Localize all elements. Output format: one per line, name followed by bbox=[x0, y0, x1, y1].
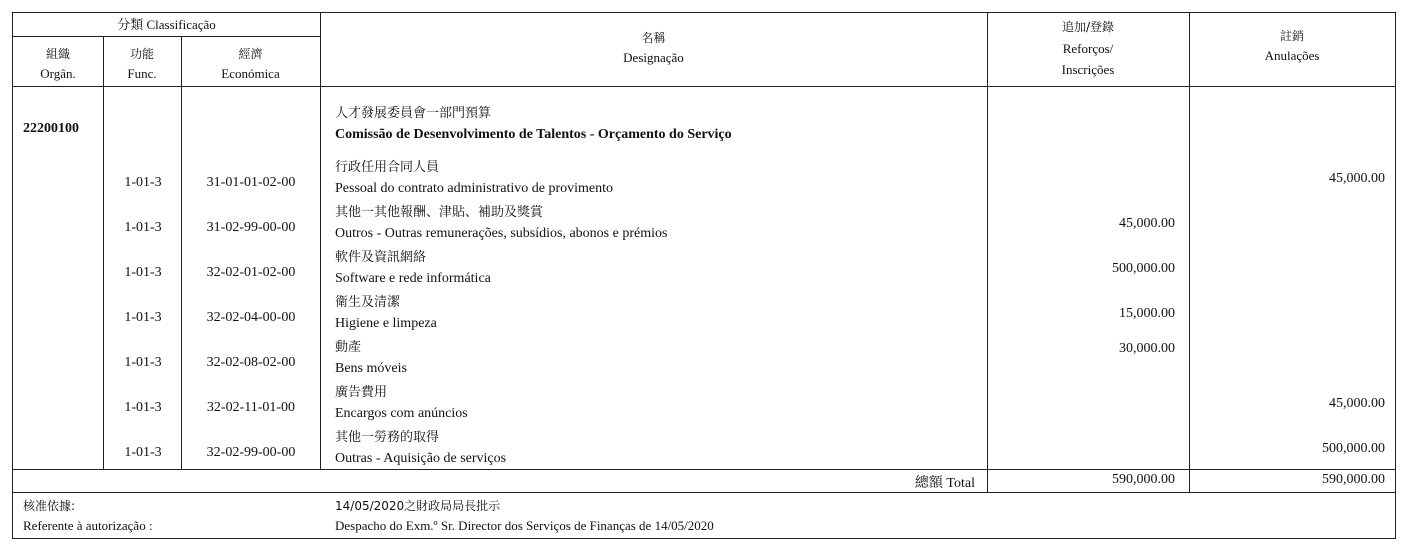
func-header bbox=[103, 45, 181, 83]
designation-zh: 衛生及清潔 bbox=[335, 295, 401, 310]
organ-name-pt: Comissão de Desenvolvimento de Talentos - Orçamento do Serviço bbox=[335, 127, 732, 142]
table-row bbox=[13, 155, 1395, 200]
authorization-value-pt: Despacho do Exm.º Sr. Director dos Serviços de Finanças de 14/05/2020 bbox=[335, 518, 714, 533]
designation-header-zh: 名稱 bbox=[641, 31, 666, 45]
econ-code: 31-02-99-00-00 bbox=[206, 220, 296, 235]
table-row bbox=[13, 425, 1395, 470]
designation bbox=[335, 292, 437, 334]
func-code: 1-01-3 bbox=[124, 265, 162, 280]
organ-name bbox=[335, 103, 732, 145]
designation-zh: 行政任用合同人員 bbox=[335, 160, 440, 175]
table-body bbox=[13, 87, 1395, 470]
designation bbox=[335, 157, 613, 199]
org-header bbox=[13, 45, 103, 83]
econ-header-zh: 經濟 bbox=[238, 47, 263, 61]
designation bbox=[335, 427, 506, 469]
designation bbox=[335, 247, 491, 289]
designation-zh: 其他一勞務的取得 bbox=[335, 430, 440, 445]
table-row bbox=[13, 335, 1395, 380]
authorization-label-pt: Referente à autorização : bbox=[23, 518, 153, 533]
reinforcement-amount: 45,000.00 bbox=[1119, 216, 1175, 231]
reinforcement-amount: 500,000.00 bbox=[1112, 261, 1175, 276]
annulments-header-zh: 註銷 bbox=[1279, 29, 1304, 43]
econ-header-pt: Económica bbox=[221, 66, 280, 81]
table-row bbox=[13, 200, 1395, 245]
table-row bbox=[13, 290, 1395, 335]
authorization-value-zh: 14/05/2020之財政局局長批示 bbox=[335, 499, 501, 513]
annulment-amount: 500,000.00 bbox=[1322, 441, 1385, 456]
econ-header bbox=[181, 45, 320, 83]
designation-pt: Software e rede informática bbox=[335, 271, 491, 286]
designation-zh: 廣告費用 bbox=[335, 385, 388, 400]
authorization-value bbox=[335, 497, 714, 535]
authorization-label bbox=[23, 497, 153, 535]
authorization-footer bbox=[13, 493, 1395, 538]
total-row bbox=[13, 470, 1395, 493]
econ-code: 32-02-08-02-00 bbox=[206, 355, 296, 370]
total-reinforcements: 590,000.00 bbox=[1112, 472, 1175, 487]
annulment-amount: 45,000.00 bbox=[1329, 396, 1385, 411]
func-code: 1-01-3 bbox=[124, 445, 162, 460]
organ-code: 22200100 bbox=[23, 121, 79, 136]
designation bbox=[335, 337, 407, 379]
func-code: 1-01-3 bbox=[124, 220, 162, 235]
reinforcements-header bbox=[987, 17, 1189, 80]
reinforcements-header-pt2: Inscrições bbox=[1061, 62, 1115, 77]
designation-zh: 其他一其他報酬、津貼、補助及獎賞 bbox=[335, 205, 544, 220]
func-code: 1-01-3 bbox=[124, 400, 162, 415]
designation-pt: Outras - Aquisição de serviços bbox=[335, 451, 507, 466]
total-label: 總額 Total bbox=[914, 476, 975, 491]
org-header-zh: 組織 bbox=[45, 47, 70, 61]
designation-pt: Bens móveis bbox=[335, 361, 407, 376]
annulments-header-pt: Anulações bbox=[1264, 48, 1320, 63]
annulments-header bbox=[1189, 27, 1395, 65]
table-row bbox=[13, 380, 1395, 425]
reinforcement-amount: 30,000.00 bbox=[1119, 341, 1175, 356]
reinforcements-header-pt1: Reforços/ bbox=[1062, 41, 1114, 56]
budget-table bbox=[12, 12, 1396, 539]
table-row bbox=[13, 245, 1395, 290]
designation-pt: Pessoal do contrato administrativo de provimento bbox=[335, 181, 614, 196]
annulment-amount: 45,000.00 bbox=[1329, 171, 1385, 186]
designation bbox=[335, 202, 667, 244]
designation-pt: Encargos com anúncios bbox=[335, 406, 468, 421]
func-code: 1-01-3 bbox=[124, 175, 162, 190]
organ-name-zh: 人才發展委員會一部門預算 bbox=[335, 106, 492, 121]
func-header-pt: Func. bbox=[127, 66, 157, 81]
econ-code: 32-02-11-01-00 bbox=[206, 400, 296, 415]
designation-zh: 動產 bbox=[335, 340, 362, 355]
designation-pt: Higiene e limpeza bbox=[335, 316, 437, 331]
designation bbox=[335, 382, 468, 424]
func-header-zh: 功能 bbox=[129, 47, 154, 61]
designation-header bbox=[320, 29, 987, 67]
table-header bbox=[13, 13, 1395, 87]
econ-code: 32-02-04-00-00 bbox=[206, 310, 296, 325]
designation-header-pt: Designação bbox=[623, 50, 684, 65]
func-code: 1-01-3 bbox=[124, 310, 162, 325]
reinforcement-amount: 15,000.00 bbox=[1119, 306, 1175, 321]
designation-pt: Outros - Outras remunerações, subsídios, abonos e prémios bbox=[335, 226, 668, 241]
authorization-label-zh: 核准依據: bbox=[23, 499, 76, 513]
econ-code: 32-02-01-02-00 bbox=[206, 265, 296, 280]
econ-code: 31-01-01-02-00 bbox=[206, 175, 296, 190]
econ-code: 32-02-99-00-00 bbox=[206, 445, 296, 460]
total-annulments: 590,000.00 bbox=[1322, 472, 1385, 487]
org-header-pt: Orgân. bbox=[40, 66, 76, 81]
classification-header: 分類 Classificação bbox=[117, 17, 216, 32]
func-code: 1-01-3 bbox=[124, 355, 162, 370]
reinforcements-header-zh: 追加/登錄 bbox=[1061, 20, 1115, 34]
designation-zh: 軟件及資訊網絡 bbox=[335, 250, 427, 265]
